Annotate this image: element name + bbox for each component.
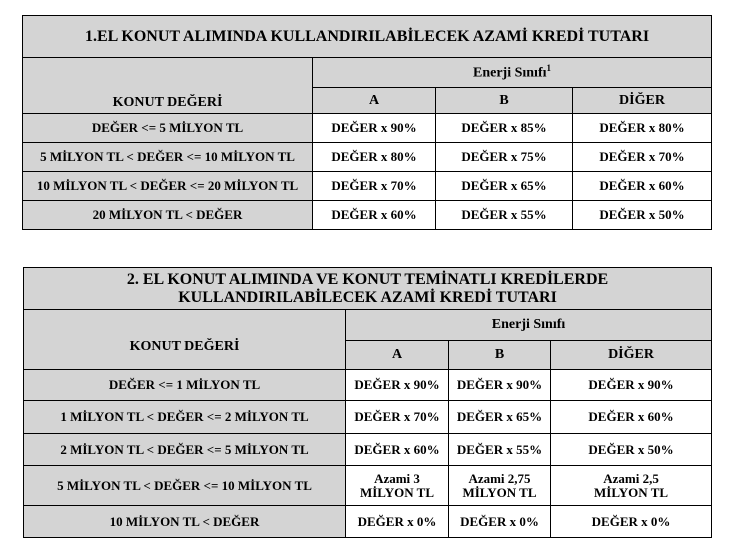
cell-value-line2: MİLYON TL: [593, 484, 669, 500]
table-row: [23, 143, 712, 172]
cell-value-line1: Azami 2,5: [603, 470, 659, 486]
cell-value: DEĞER x 0%: [449, 506, 551, 538]
table1-group-label: Enerji Sınıfı: [472, 65, 547, 81]
cell-value: DEĞER x 0%: [346, 506, 449, 538]
cell-value: DEĞER x 55%: [436, 201, 573, 230]
cell-value: DEĞER x 90%: [346, 370, 449, 401]
cell-value-line2: MİLYON TL: [359, 484, 435, 500]
row-label: DEĞER <= 1 MİLYON TL: [24, 370, 346, 401]
cell-value: DEĞER x 90%: [551, 370, 712, 401]
table-row: [24, 401, 712, 434]
table1-col-other: DİĞER: [573, 88, 712, 114]
cell-value: DEĞER x 0%: [551, 506, 712, 538]
cell-value: [449, 466, 551, 506]
cell-value: DEĞER x 75%: [436, 143, 573, 172]
table-row: [24, 370, 712, 401]
table2-col-b: B: [449, 341, 551, 370]
cell-value: DEĞER x 60%: [346, 434, 449, 466]
cell-value: DEĞER x 55%: [449, 434, 551, 466]
row-label: 1 MİLYON TL < DEĞER <= 2 MİLYON TL: [24, 401, 346, 434]
cell-value: DEĞER x 65%: [449, 401, 551, 434]
cell-value: [346, 466, 449, 506]
row-label: 20 MİLYON TL < DEĞER: [23, 201, 313, 230]
cell-value: DEĞER x 60%: [573, 172, 712, 201]
cell-value: DEĞER x 70%: [313, 172, 436, 201]
cell-value: DEĞER x 90%: [313, 114, 436, 143]
row-label: 2 MİLYON TL < DEĞER <= 5 MİLYON TL: [24, 434, 346, 466]
table-row: [24, 506, 712, 538]
cell-value: DEĞER x 80%: [573, 114, 712, 143]
footnote-marker: 1: [546, 63, 551, 74]
table1-col-a: A: [313, 88, 436, 114]
table2-row-header: KONUT DEĞERİ: [24, 310, 346, 370]
cell-value: DEĞER x 60%: [551, 401, 712, 434]
table1-col-b: B: [436, 88, 573, 114]
table1-energy-class-header: [313, 58, 712, 88]
cell-value: DEĞER x 60%: [313, 201, 436, 230]
cell-value-line1: Azami 3: [374, 470, 420, 486]
cell-value-line1: Azami 2,75: [468, 470, 531, 486]
table2-title-line2: KULLANDIRILABİLECEK AZAMİ KREDİ TUTARI: [178, 288, 557, 306]
second-hand-loan-table: [23, 267, 712, 538]
cell-value: DEĞER x 65%: [436, 172, 573, 201]
table2-col-a: A: [346, 341, 449, 370]
table-row: [23, 201, 712, 230]
row-label: 5 MİLYON TL < DEĞER <= 10 MİLYON TL: [24, 466, 346, 506]
row-label: 10 MİLYON TL < DEĞER <= 20 MİLYON TL: [23, 172, 313, 201]
row-label: 5 MİLYON TL < DEĞER <= 10 MİLYON TL: [23, 143, 313, 172]
cell-value: DEĞER x 70%: [346, 401, 449, 434]
table-row: [24, 466, 712, 506]
cell-value: DEĞER x 80%: [313, 143, 436, 172]
first-hand-loan-table: [22, 15, 712, 230]
table-row: [24, 434, 712, 466]
table1-title: 1.EL KONUT ALIMINDA KULLANDIRILABİLECEK AZAMİ KREDİ TUTARI: [23, 16, 712, 58]
cell-value: DEĞER x 50%: [551, 434, 712, 466]
table2-title: [24, 268, 712, 310]
table-row: [23, 172, 712, 201]
row-label: 10 MİLYON TL < DEĞER: [24, 506, 346, 538]
cell-value: DEĞER x 90%: [449, 370, 551, 401]
cell-value-line2: MİLYON TL: [462, 484, 537, 500]
cell-value: DEĞER x 50%: [573, 201, 712, 230]
cell-value: DEĞER x 85%: [436, 114, 573, 143]
table2-energy-class-header: Enerji Sınıfı: [346, 310, 712, 341]
table2-col-other: DİĞER: [551, 341, 712, 370]
table-row: [23, 114, 712, 143]
row-label: DEĞER <= 5 MİLYON TL: [23, 114, 313, 143]
table1-row-header: KONUT DEĞERİ: [23, 58, 313, 114]
table2-title-line1: 2. EL KONUT ALIMINDA VE KONUT TEMİNATLI KREDİLERDE: [126, 270, 609, 288]
cell-value: DEĞER x 70%: [573, 143, 712, 172]
cell-value: [551, 466, 712, 506]
